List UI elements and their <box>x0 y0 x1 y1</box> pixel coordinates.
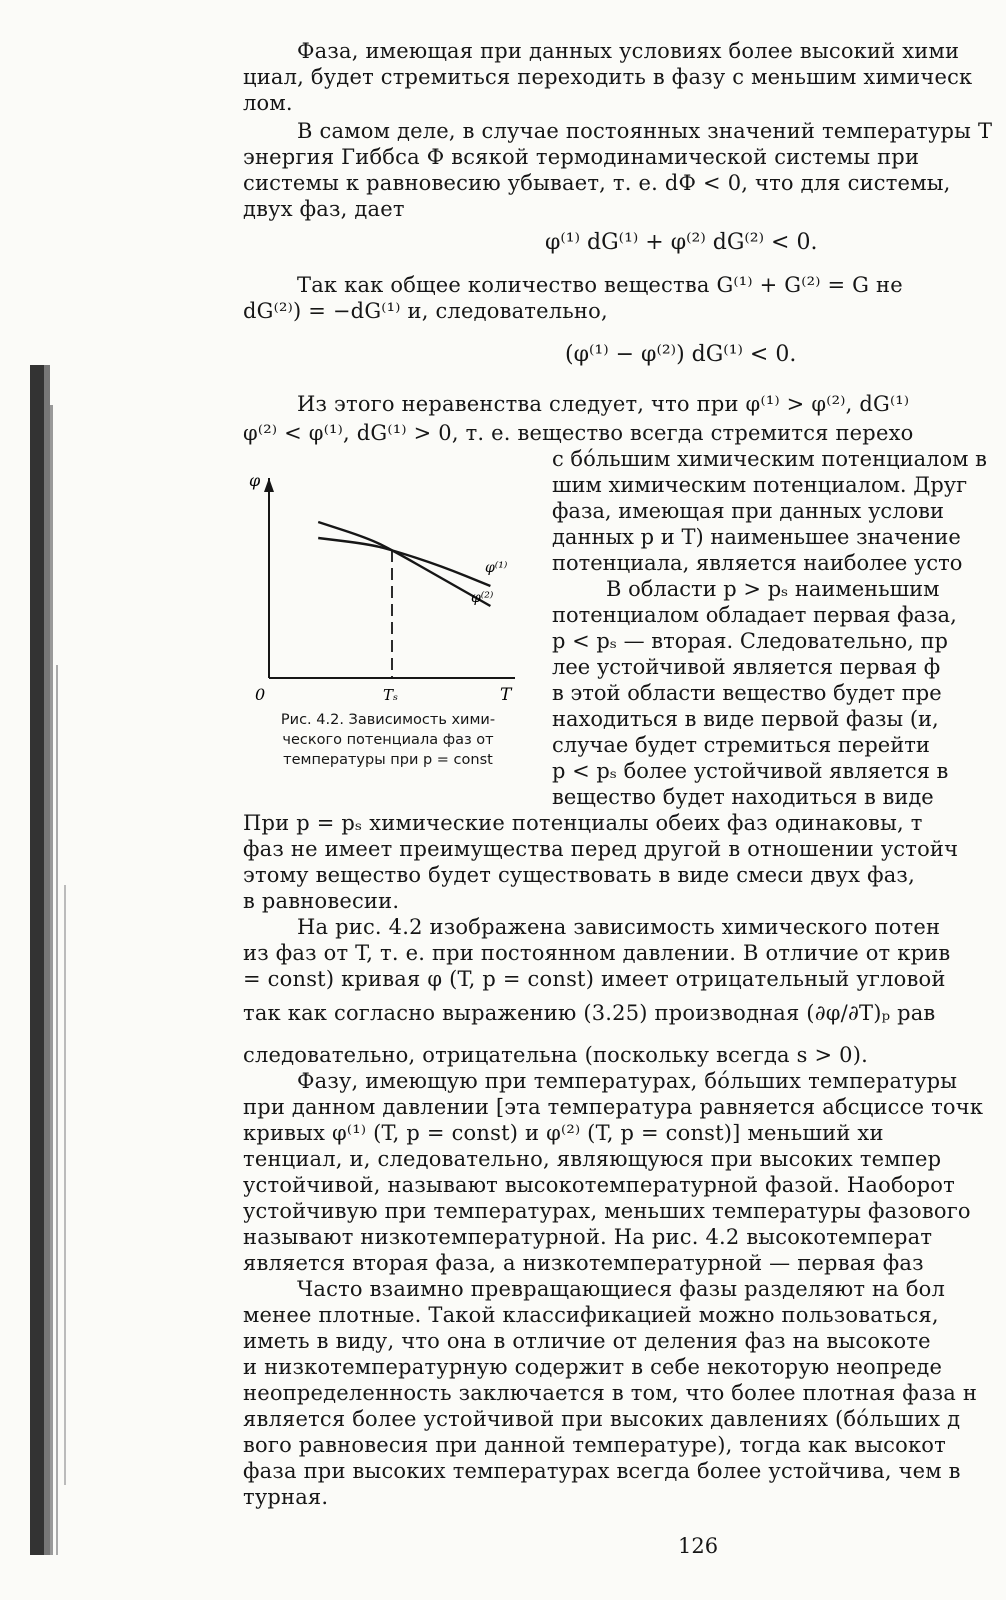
formula-1: φ⁽¹⁾ dG⁽¹⁾ + φ⁽²⁾ dG⁽²⁾ < 0. <box>545 230 818 255</box>
text-line: энергия Гиббса Ф всякой термодинамической системы при <box>243 145 920 169</box>
text-line: p < pₛ — вторая. Следовательно, пр <box>552 629 948 653</box>
series-line-2 <box>318 522 490 606</box>
text-line: называют низкотемпературной. На рис. 4.2 высокотемперат <box>243 1225 933 1249</box>
x-axis-label: T <box>500 685 512 705</box>
text-line: иметь в виду, что она в отличие от деления фаз на высокоте <box>243 1329 931 1353</box>
text-line: потенциала, является наиболее усто <box>552 551 963 575</box>
text-line: циал, будет стремиться переходить в фазу с меньшим химическ <box>243 65 973 89</box>
text-line: Так как общее количество вещества G⁽¹⁾ + G⁽²⁾ = G не <box>297 273 903 297</box>
text-line: устойчивую при температурах, меньших температуры фазового <box>243 1199 971 1223</box>
curve2-label: φ⁽²⁾ <box>471 590 494 606</box>
caption-line: ческого потенциала фаз от <box>282 732 494 748</box>
text-line: На рис. 4.2 изображена зависимость химического потен <box>297 915 941 939</box>
curve1-label: φ⁽¹⁾ <box>485 560 508 576</box>
caption-line: Рис. 4.2. Зависимость хими- <box>280 712 496 728</box>
text-line: Из этого неравенства следует, что при φ⁽¹⁾ > φ⁽²⁾, dG⁽¹⁾ <box>297 392 910 416</box>
figure-4-2-chart <box>245 468 535 708</box>
text-line: Фазу, имеющую при температурах, бо́льших температуры <box>297 1069 958 1093</box>
text-line: находиться в виде первой фазы (и, <box>552 707 939 731</box>
text-line: потенциалом обладает первая фаза, <box>552 603 957 627</box>
text-line: устойчивой, называют высокотемпературной фазой. Наоборот <box>243 1173 955 1197</box>
text-line: с бо́льшим химическим потенциалом в <box>552 447 987 471</box>
text-line: dG⁽²⁾) = −dG⁽¹⁾ и, следовательно, <box>243 299 608 323</box>
y-axis-arrow <box>264 478 274 492</box>
text-line: турная. <box>243 1485 329 1509</box>
text-line: В самом деле, в случае постоянных значений температуры T <box>297 119 993 143</box>
text-line: данных p и T) наименьшее значение <box>552 525 961 549</box>
text-line: двух фаз, дает <box>243 197 405 221</box>
text-line: Фаза, имеющая при данных условиях более высокий хими <box>297 39 960 63</box>
text-line: является вторая фаза, а низкотемпературной — первая фаз <box>243 1251 924 1275</box>
text-line: лее устойчивой является первая ф <box>552 655 941 679</box>
text-line: фаз не имеет преимущества перед другой в отношении устойч <box>243 837 959 861</box>
text-line: и низкотемпературную содержит в себе некоторую неопреде <box>243 1355 943 1379</box>
text-line: фаза при высоких температурах всегда более устойчива, чем в <box>243 1459 961 1483</box>
text-line: неопределенность заключается в том, что более плотная фаза н <box>243 1381 978 1405</box>
text-line: В области p > pₛ наименьшим <box>606 577 940 601</box>
text-line: менее плотные. Такой классификацией можно пользоваться, <box>243 1303 939 1327</box>
text-line: = const) кривая φ (T, p = const) имеет отрицательный угловой <box>243 967 946 991</box>
text-line: p < pₛ более устойчивой является в <box>552 759 949 783</box>
text-line: при данном давлении [эта температура равняется абсциссе точк <box>243 1095 984 1119</box>
text-line: так как согласно выражению (3.25) производная (∂φ/∂T)ₚ рав <box>243 1001 936 1025</box>
text-line: фаза, имеющая при данных услови <box>552 499 944 523</box>
text-line: лом. <box>243 91 293 115</box>
text-line: При p = pₛ химические потенциалы обеих фаз одинаковы, т <box>243 811 923 835</box>
text-line: случае будет стремиться перейти <box>552 733 930 757</box>
text-line: Часто взаимно превращающиеся фазы разделяют на бол <box>297 1277 946 1301</box>
text-line: в этой области вещество будет пре <box>552 681 942 705</box>
figure-caption <box>243 710 533 770</box>
text-line: является более устойчивой при высоких давлениях (бо́льших д <box>243 1407 961 1431</box>
formula-2: (φ⁽¹⁾ − φ⁽²⁾) dG⁽¹⁾ < 0. <box>565 342 797 367</box>
text-line: этому вещество будет существовать в виде смеси двух фаз, <box>243 863 915 887</box>
series-line-1 <box>318 538 490 586</box>
scan-binding-shadow <box>30 365 90 1555</box>
caption-line: температуры при p = const <box>283 752 493 768</box>
text-line: вого равновесия при данной температуре), тогда как высокот <box>243 1433 946 1457</box>
text-line: вещество будет находиться в виде <box>552 785 934 809</box>
text-line: из фаз от T, т. е. при постоянном давлении. В отличие от крив <box>243 941 951 965</box>
page-number: 126 <box>678 1534 719 1558</box>
text-line: шим химическим потенциалом. Друг <box>552 473 968 497</box>
text-line: φ⁽²⁾ < φ⁽¹⁾, dG⁽¹⁾ > 0, т. е. вещество всегда стремится перехо <box>243 421 914 445</box>
y-axis-label: φ <box>249 471 261 490</box>
text-line: в равновесии. <box>243 889 400 913</box>
text-line: тенциал, и, следовательно, являющуюся при высоких темпер <box>243 1147 942 1171</box>
text-line: следовательно, отрицательна (поскольку всегда s > 0). <box>243 1043 868 1067</box>
text-line: кривых φ⁽¹⁾ (T, p = const) и φ⁽²⁾ (T, p = const)] меньший хи <box>243 1121 884 1145</box>
origin-label: 0 <box>255 685 266 704</box>
text-line: системы к равновесию убывает, т. е. dФ < 0, что для системы, <box>243 171 951 195</box>
ts-label: Tₛ <box>383 686 399 704</box>
